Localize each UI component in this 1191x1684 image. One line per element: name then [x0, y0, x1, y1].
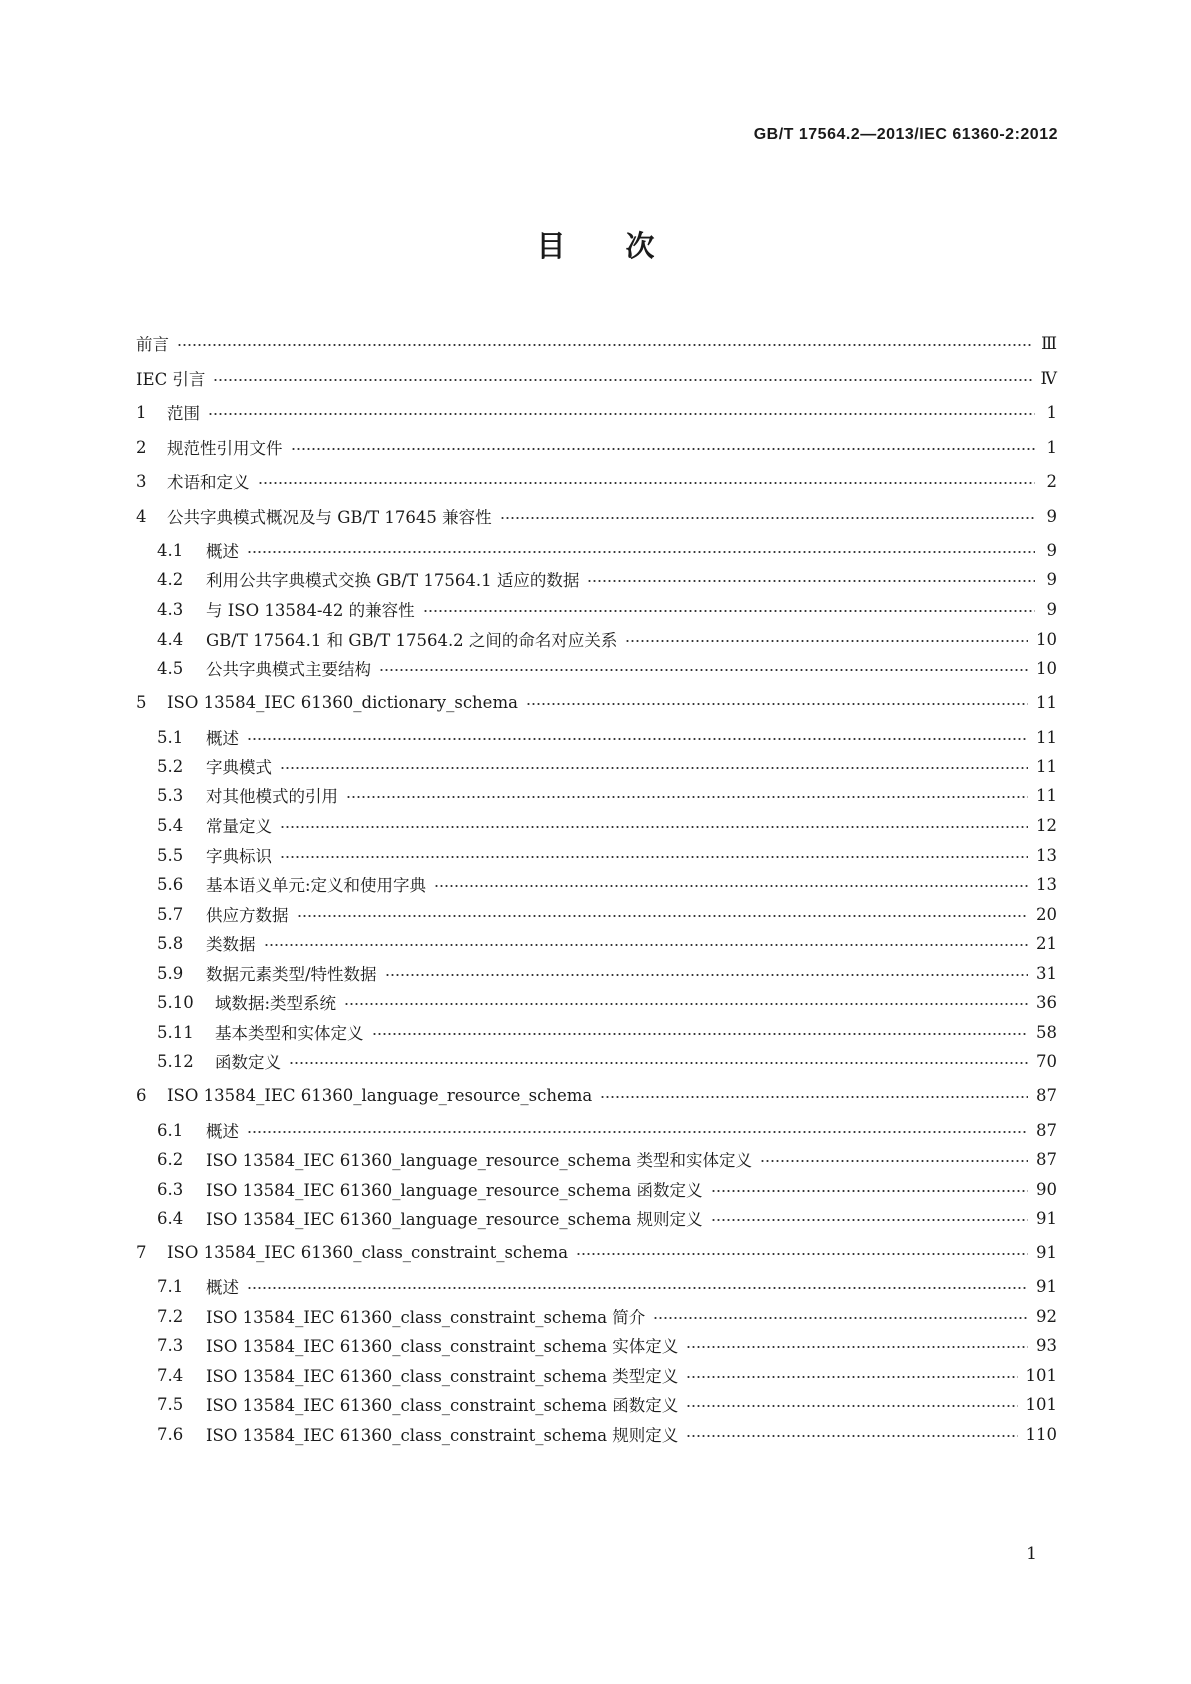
- toc-dot-leader: [247, 1287, 1028, 1289]
- toc-entry[interactable]: [157, 1048, 1057, 1074]
- toc-dot-leader: [247, 1131, 1028, 1133]
- toc-entry[interactable]: [157, 930, 1057, 956]
- toc-dot-leader: [711, 1219, 1029, 1221]
- toc-entry-number: 6.2: [157, 1149, 184, 1169]
- toc-entry-label: 域数据:类型系统: [215, 994, 337, 1013]
- toc-entry[interactable]: [157, 782, 1057, 808]
- toc-entry[interactable]: [136, 503, 1057, 529]
- toc-entry-page: 12: [1036, 815, 1057, 835]
- toc-entry-page: 13: [1036, 845, 1057, 865]
- toc-entry-page: 11: [1036, 692, 1057, 712]
- toc-entry-label: 对其他模式的引用: [206, 787, 338, 806]
- toc-entry-page: 1: [1046, 437, 1057, 457]
- toc-entry-label: 概述: [206, 542, 239, 561]
- toc-entry-label: 供应方数据: [206, 906, 289, 925]
- toc-dot-leader: [280, 826, 1028, 828]
- toc-entry-number: 7.5: [157, 1394, 184, 1414]
- toc-entry[interactable]: [157, 842, 1057, 868]
- page-number: 1: [1026, 1544, 1037, 1564]
- toc-entry[interactable]: [157, 626, 1057, 652]
- toc-entry-page: 9: [1046, 569, 1057, 589]
- toc-entry-label: ISO 13584_IEC 61360_dictionary_schema: [167, 692, 518, 712]
- toc-dot-leader: [213, 379, 1032, 381]
- toc-entry-page: 13: [1036, 874, 1057, 894]
- toc-entry-label: ISO 13584_IEC 61360_class_constraint_schema 类型定义: [206, 1367, 679, 1386]
- toc-entry-label: 公共字典模式主要结构: [206, 660, 371, 679]
- toc-entry-label: 范围: [167, 404, 200, 423]
- toc-title: 目次: [536, 229, 715, 263]
- toc-entry-page: 11: [1036, 785, 1057, 805]
- toc-entry-label: 常量定义: [206, 817, 272, 836]
- toc-entry[interactable]: [157, 1146, 1057, 1172]
- toc-dot-leader: [576, 1253, 1028, 1255]
- toc-entry[interactable]: [157, 812, 1057, 838]
- toc-entry[interactable]: [157, 1391, 1057, 1417]
- toc-dot-leader: [379, 669, 1028, 671]
- toc-entry-page: 2: [1046, 471, 1057, 491]
- toc-entry-label: ISO 13584_IEC 61360_class_constraint_schema 简介: [206, 1308, 646, 1327]
- toc-dot-leader: [385, 974, 1028, 976]
- toc-entry-page: 101: [1025, 1394, 1057, 1414]
- toc-entry-page: Ⅲ: [1041, 333, 1057, 353]
- toc-entry-page: 70: [1036, 1051, 1057, 1071]
- toc-entry-page: 87: [1036, 1120, 1057, 1140]
- toc-entry[interactable]: [157, 724, 1057, 750]
- toc-dot-leader: [760, 1160, 1028, 1162]
- toc-entry-number: 5.1: [157, 727, 184, 747]
- toc-entry-page: 91: [1036, 1208, 1057, 1228]
- toc-entry-label: 基本语义单元:定义和使用字典: [206, 876, 427, 895]
- toc-entry-label: 类数据: [206, 935, 256, 954]
- toc-entry[interactable]: [157, 655, 1057, 681]
- toc-entry-number: 5: [136, 692, 147, 712]
- toc-entry-page: 10: [1036, 658, 1057, 678]
- toc-entry[interactable]: [157, 596, 1057, 622]
- toc-entry-label: 概述: [206, 729, 239, 748]
- toc-dot-leader: [372, 1033, 1029, 1035]
- toc-entry[interactable]: [157, 1176, 1057, 1202]
- toc-dot-leader: [247, 551, 1035, 553]
- toc-entry-number: 4: [136, 506, 147, 526]
- toc-entry-label: IEC 引言: [136, 370, 206, 389]
- toc-dot-leader: [686, 1405, 1017, 1407]
- toc-dot-leader: [344, 1003, 1028, 1005]
- toc-dot-leader: [686, 1376, 1017, 1378]
- toc-entry-label: ISO 13584_IEC 61360_class_constraint_schema 规则定义: [206, 1426, 679, 1445]
- toc-entry-label: 利用公共字典模式交换 GB/T 17564.1 适应的数据: [206, 571, 580, 590]
- toc-entry[interactable]: [136, 330, 1057, 356]
- toc-entry-label: 与 ISO 13584-42 的兼容性: [206, 601, 415, 620]
- toc-entry-page: 91: [1036, 1276, 1057, 1296]
- toc-dot-leader: [526, 703, 1028, 705]
- toc-entry-number: 4.1: [157, 540, 184, 560]
- toc-entry-page: 110: [1025, 1424, 1057, 1444]
- toc-dot-leader: [600, 1096, 1028, 1098]
- toc-entry-page: 36: [1036, 992, 1057, 1012]
- toc-entry-number: 4.4: [157, 629, 184, 649]
- toc-entry-page: 93: [1036, 1335, 1057, 1355]
- toc-entry[interactable]: [136, 1239, 1057, 1265]
- toc-entry[interactable]: [136, 468, 1057, 494]
- toc-dot-leader: [297, 915, 1029, 917]
- toc-entry-number: 4.2: [157, 569, 184, 589]
- toc-entry-label: 函数定义: [215, 1053, 281, 1072]
- toc-entry[interactable]: [157, 566, 1057, 592]
- toc-entry[interactable]: [157, 1273, 1057, 1299]
- toc-entry[interactable]: [136, 689, 1057, 715]
- toc-dot-leader: [177, 344, 1033, 346]
- toc-entry[interactable]: [157, 1019, 1057, 1045]
- toc-entry-label: 前言: [136, 335, 169, 354]
- toc-dot-leader: [711, 1190, 1029, 1192]
- toc-entry-number: 7.4: [157, 1365, 184, 1385]
- toc-entry-page: 11: [1036, 756, 1057, 776]
- toc-entry-label: 公共字典模式概况及与 GB/T 17645 兼容性: [167, 508, 492, 527]
- toc-entry[interactable]: [157, 753, 1057, 779]
- toc-dot-leader: [289, 1062, 1028, 1064]
- toc-dot-leader: [587, 580, 1035, 582]
- toc-entry-number: 7.1: [157, 1276, 184, 1296]
- toc-entry-page: 31: [1036, 963, 1057, 983]
- toc-entry[interactable]: [136, 399, 1057, 425]
- standard-code-header: GB/T 17564.2—2013/IEC 61360-2:2012: [753, 126, 1058, 143]
- toc-dot-leader: [686, 1346, 1028, 1348]
- toc-entry-label: 字典模式: [206, 758, 272, 777]
- toc-dot-leader: [280, 767, 1028, 769]
- toc-entry-page: 10: [1036, 629, 1057, 649]
- toc-entry-page: 1: [1046, 402, 1057, 422]
- toc-entry-number: 5.6: [157, 874, 184, 894]
- toc-entry-number: 5.8: [157, 933, 184, 953]
- toc-entry-number: 6.3: [157, 1179, 184, 1199]
- toc-entry-page: 90: [1036, 1179, 1057, 1199]
- toc-dot-leader: [346, 796, 1028, 798]
- toc-entry[interactable]: [157, 1332, 1057, 1358]
- toc-entry-number: 5.7: [157, 904, 184, 924]
- toc-entry-number: 6.4: [157, 1208, 184, 1228]
- toc-dot-leader: [500, 517, 1035, 519]
- toc-entry[interactable]: [157, 1303, 1057, 1329]
- toc-entry-number: 5.5: [157, 845, 184, 865]
- toc-entry-label: ISO 13584_IEC 61360_language_resource_schema: [167, 1085, 593, 1105]
- toc-entry-label: ISO 13584_IEC 61360_language_resource_schema 函数定义: [206, 1181, 703, 1200]
- toc-entry-page: 92: [1036, 1306, 1057, 1326]
- toc-entry-number: 7.3: [157, 1335, 184, 1355]
- toc-entry-label: ISO 13584_IEC 61360_language_resource_schema 规则定义: [206, 1210, 703, 1229]
- toc-entry-number: 1: [136, 402, 147, 422]
- toc-entry-number: 5.2: [157, 756, 184, 776]
- toc-entry-number: 7.2: [157, 1306, 184, 1326]
- toc-entry[interactable]: [157, 1362, 1057, 1388]
- toc-entry[interactable]: [136, 1082, 1057, 1108]
- toc-entry-label: 基本类型和实体定义: [215, 1024, 364, 1043]
- toc-entry-page: 101: [1025, 1365, 1057, 1385]
- toc-entry-page: 20: [1036, 904, 1057, 924]
- toc-entry-number: 7.6: [157, 1424, 184, 1444]
- toc-entry-number: 6: [136, 1085, 147, 1105]
- toc-entry-number: 3: [136, 471, 147, 491]
- toc-entry-number: 5.12: [157, 1051, 194, 1071]
- toc-entry[interactable]: [157, 1117, 1057, 1143]
- toc-entry[interactable]: [136, 434, 1057, 460]
- toc-entry-page: 91: [1036, 1242, 1057, 1262]
- toc-entry[interactable]: [157, 989, 1057, 1015]
- toc-entry-label: 字典标识: [206, 847, 272, 866]
- toc-dot-leader: [625, 640, 1028, 642]
- toc-entry[interactable]: [157, 1421, 1057, 1447]
- toc-entry-number: 5.3: [157, 785, 184, 805]
- toc-entry-number: 5.11: [157, 1022, 194, 1042]
- toc-entry-number: 6.1: [157, 1120, 184, 1140]
- toc-entry-page: 58: [1036, 1022, 1057, 1042]
- toc-entry-number: 5.9: [157, 963, 184, 983]
- toc-entry-number: 4.5: [157, 658, 184, 678]
- toc-entry[interactable]: [136, 365, 1057, 391]
- toc-entry-label: GB/T 17564.1 和 GB/T 17564.2 之间的命名对应关系: [206, 631, 618, 650]
- toc-dot-leader: [291, 448, 1036, 450]
- toc-entry[interactable]: [157, 537, 1057, 563]
- toc-dot-leader: [258, 482, 1036, 484]
- toc-entry-page: 11: [1036, 727, 1057, 747]
- toc-entry[interactable]: [157, 1205, 1057, 1231]
- toc-entry-label: ISO 13584_IEC 61360_class_constraint_schema 实体定义: [206, 1337, 679, 1356]
- toc-entry-number: 4.3: [157, 599, 184, 619]
- toc-entry-page: 87: [1036, 1085, 1057, 1105]
- toc-entry[interactable]: [157, 901, 1057, 927]
- toc-dot-leader: [686, 1435, 1017, 1437]
- toc-entry-label: ISO 13584_IEC 61360_language_resource_schema 类型和实体定义: [206, 1151, 752, 1170]
- toc-entry-page: Ⅳ: [1040, 368, 1057, 388]
- toc-entry[interactable]: [157, 960, 1057, 986]
- toc-entry-page: 9: [1046, 540, 1057, 560]
- toc-dot-leader: [280, 856, 1028, 858]
- toc-dot-leader: [434, 885, 1028, 887]
- toc-dot-leader: [247, 738, 1028, 740]
- toc-entry-label: ISO 13584_IEC 61360_class_constraint_schema 函数定义: [206, 1396, 679, 1415]
- toc-entry-number: 5.4: [157, 815, 184, 835]
- toc-entry-label: 术语和定义: [167, 473, 250, 492]
- toc-entry[interactable]: [157, 871, 1057, 897]
- toc-dot-leader: [264, 944, 1029, 946]
- toc-entry-label: 概述: [206, 1278, 239, 1297]
- toc-entry-label: 规范性引用文件: [167, 439, 283, 458]
- toc-entry-page: 9: [1046, 506, 1057, 526]
- toc-entry-number: 5.10: [157, 992, 194, 1012]
- toc-entry-page: 21: [1036, 933, 1057, 953]
- toc-entry-number: 7: [136, 1242, 147, 1262]
- toc-entry-label: 数据元素类型/特性数据: [206, 965, 377, 984]
- toc-dot-leader: [653, 1317, 1028, 1319]
- toc-entry-label: 概述: [206, 1122, 239, 1141]
- toc-dot-leader: [423, 610, 1035, 612]
- toc-entry-page: 9: [1046, 599, 1057, 619]
- toc-entry-number: 2: [136, 437, 147, 457]
- toc-entry-page: 87: [1036, 1149, 1057, 1169]
- toc-entry-label: ISO 13584_IEC 61360_class_constraint_schema: [167, 1242, 569, 1262]
- toc-dot-leader: [208, 413, 1035, 415]
